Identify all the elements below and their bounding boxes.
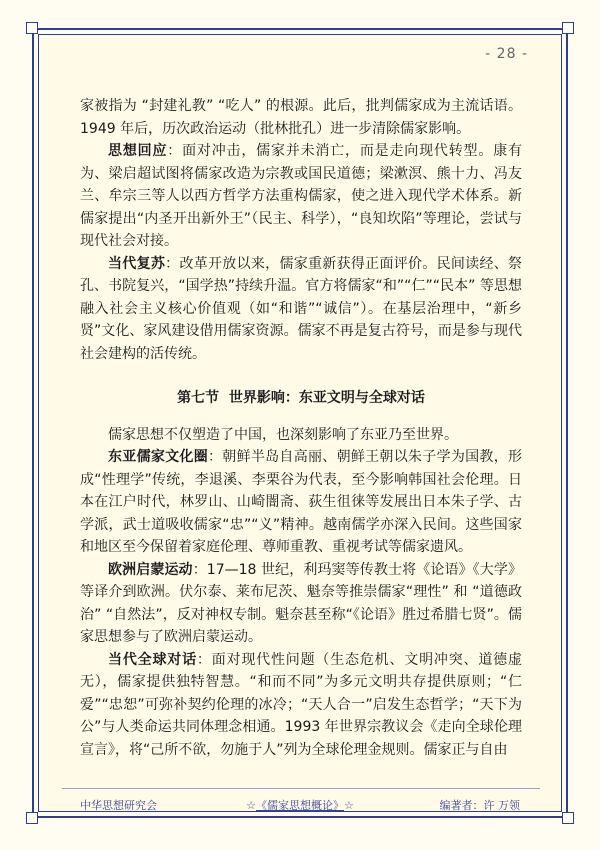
paragraph [80,253,522,366]
paragraph-label: 思想回应 [108,143,168,159]
book-title-link: 《儒家思想概论》 [256,799,344,812]
paragraph-label: 欧洲启蒙运动 [108,561,193,578]
body-text [80,95,522,761]
paragraph-label: 当代全球对话 [108,651,197,668]
paragraph-text: ：17—18 世纪，利玛窦等传教士将《论语》《大学》等译介到欧洲。伏尔泰、莱布尼茨、魁奈等推崇儒家“理性” 和 “道德政治” “自然法”，反对神权专制。魁奈甚至称“《论语》胜过希腊七贤”。儒家思想参与了欧洲启蒙运动。 [80,561,523,645]
paragraph [80,649,522,762]
footer-divider [62,788,540,789]
footer-organization: 中华思想研究会 [80,799,157,812]
paragraph-label: 当代复苏 [108,255,166,272]
star-icon: ☆ [344,799,354,812]
paragraph-text: 儒家思想不仅塑造了中国，也深刻影响了东亚乃至世界。 [108,426,458,443]
paragraph-text: ：面对现代性问题（生态危机、文明冲突、道德虚无），儒家提供独特智慧。“和而不同”为多元文明共存提供原则；“仁爱”“忠恕”可弥补契约伦理的冰冷；“天人合一”启发生态哲学；“天下为公”与人类命运共同体理念相通。1993 年世界宗教议会《走向全球伦理宣言》，将“己所不欲，勿施于人”列为全球伦理金规则。儒家正与自由 [80,651,523,758]
paragraph [80,140,522,253]
border-corner-bottom-right [562,812,574,824]
paragraph [80,95,522,140]
section-heading: 第七节 世界影响：东亚文明与全球对话 [177,390,425,406]
paragraph-text: ：面对冲击，儒家并未消亡，而是走向现代转型。康有为、梁启超试图将儒家改造为宗教或国民道德；梁漱溟、熊十力、冯友兰、牟宗三等人以西方哲学方法重构儒家，使之进入现代学术体系。新儒家提出“内圣开出新外王”（民主、科学），“良知坎陷”等理论，尝试与现代社会对接。 [80,143,523,249]
border-corner-bottom-left [26,812,38,824]
border-corner-top-left [26,22,38,34]
paragraph-text: ：改革开放以来，儒家重新获得正面评价。民间读经、祭孔、书院复兴，“国学热”持续升温。官方将儒家“和”“仁”“民本” 等思想融入社会主义核心价值观（如“和谐”“诚信”）。在基层治理中，“新乡贤”文化、家风建设借用儒家资源。儒家不再是复古符号，而是参与现代社会建构的活传统。 [80,255,523,362]
page-number: - 28 - [485,46,528,62]
paragraph [80,559,522,649]
star-icon: ☆ [246,799,256,812]
paragraph-text: ：朝鲜半岛自高丽、朝鲜王朝以朱子学为国教，形成“性理学”传统，李退溪、李栗谷为代表，至今影响韩国社会伦理。日本在江户时代，林罗山、山崎闇斋、荻生徂徕等发展出日本朱子学、古学派，武士道吸收儒家“忠”“义”精神。越南儒学亦深入民间。这些国家和地区至今保留着家庭伦理、尊师重教、重视考试等儒家遗风。 [80,449,522,555]
paragraph-label: 东亚儒家文化圈 [108,449,208,465]
footer-author: 编著者：许 万领 [439,799,520,812]
paragraph-text: 家被指为 “封建礼教” “吃人” 的根源。此后，批判儒家成为主流话语。1949 年后，历次政治运动（批林批孔）进一步清除儒家影响。 [80,98,522,137]
paragraph [80,424,522,447]
border-corner-top-right [562,22,574,34]
paragraph [80,446,522,559]
